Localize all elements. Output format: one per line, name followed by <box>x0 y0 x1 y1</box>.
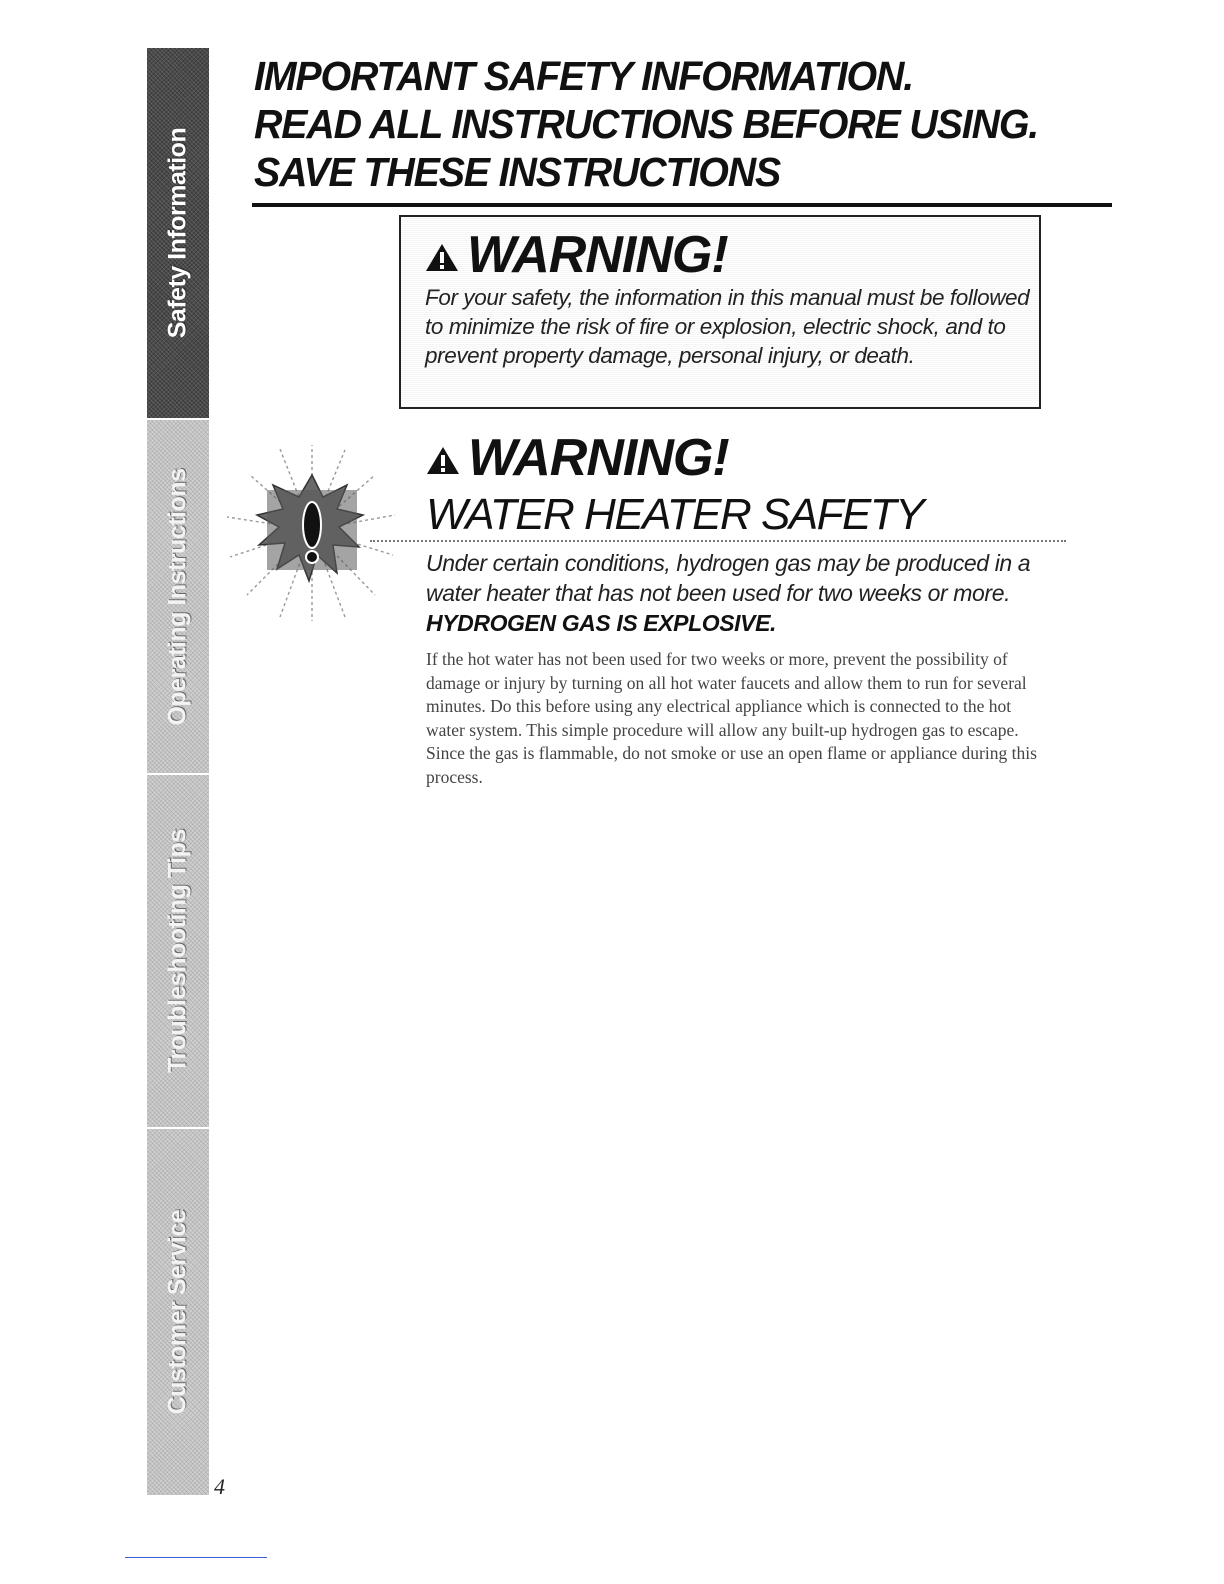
dotted-rule <box>370 540 1066 542</box>
warning-title-2 <box>426 428 729 488</box>
header-line-2: READ ALL INSTRUCTIONS BEFORE USING. <box>254 101 1039 147</box>
tab-troubleshooting-tips[interactable] <box>147 775 209 1129</box>
header-line-3: SAVE THESE INSTRUCTIONS <box>254 149 781 195</box>
page-number: 4 <box>214 1474 225 1499</box>
warning-title-text: WARNING! <box>468 429 729 487</box>
exclamation-burst-icon <box>225 435 400 625</box>
tab-label: Customer Service <box>163 1209 192 1415</box>
tab-label: Troubleshooting Tips <box>163 829 192 1073</box>
header-line-1: IMPORTANT SAFETY INFORMATION. <box>254 53 914 99</box>
warning-lead-emphasis: HYDROGEN GAS IS EXPLOSIVE. <box>426 610 777 636</box>
warning-lead <box>426 548 1086 638</box>
warning-box <box>399 215 1041 409</box>
warning-triangle-icon <box>426 428 460 488</box>
tab-label: Safety Information <box>163 127 192 339</box>
header-rule <box>252 203 1112 207</box>
tab-label: Operating Instructions <box>163 467 192 726</box>
tab-safety-information[interactable] <box>147 48 209 420</box>
tab-customer-service[interactable] <box>147 1129 209 1497</box>
warning-lead-text: Under certain conditions, hydrogen gas may be produced in a water heater that has not been used for two weeks or more. <box>426 550 1031 606</box>
warning-title-text: WARNING! <box>467 226 728 284</box>
divider <box>125 1557 267 1558</box>
tab-operating-instructions[interactable] <box>147 420 209 775</box>
warning-triangle-icon <box>425 225 459 285</box>
warning-text: For your safety, the information in this manual must be followed to minimize the risk of fire or explosion, electric shock, and to prevent property damage, personal injury, or death. <box>425 285 1030 368</box>
side-tab-bar <box>147 48 209 1497</box>
section-subtitle: WATER HEATER SAFETY <box>426 490 924 539</box>
warning-title <box>425 225 728 285</box>
page-header <box>254 52 1114 196</box>
warning-body: If the hot water has not been used for two weeks or more, prevent the possibility of damage or injury by turning on all hot water faucets and allow them to run for several minutes. Do this before using any electrical appliance which is connected to the hot water system. This simple procedure will allow any built-up hydrogen gas to escape. Since the gas is flammable, do not smoke or use an open flame or appliance during this process. <box>426 649 1037 787</box>
